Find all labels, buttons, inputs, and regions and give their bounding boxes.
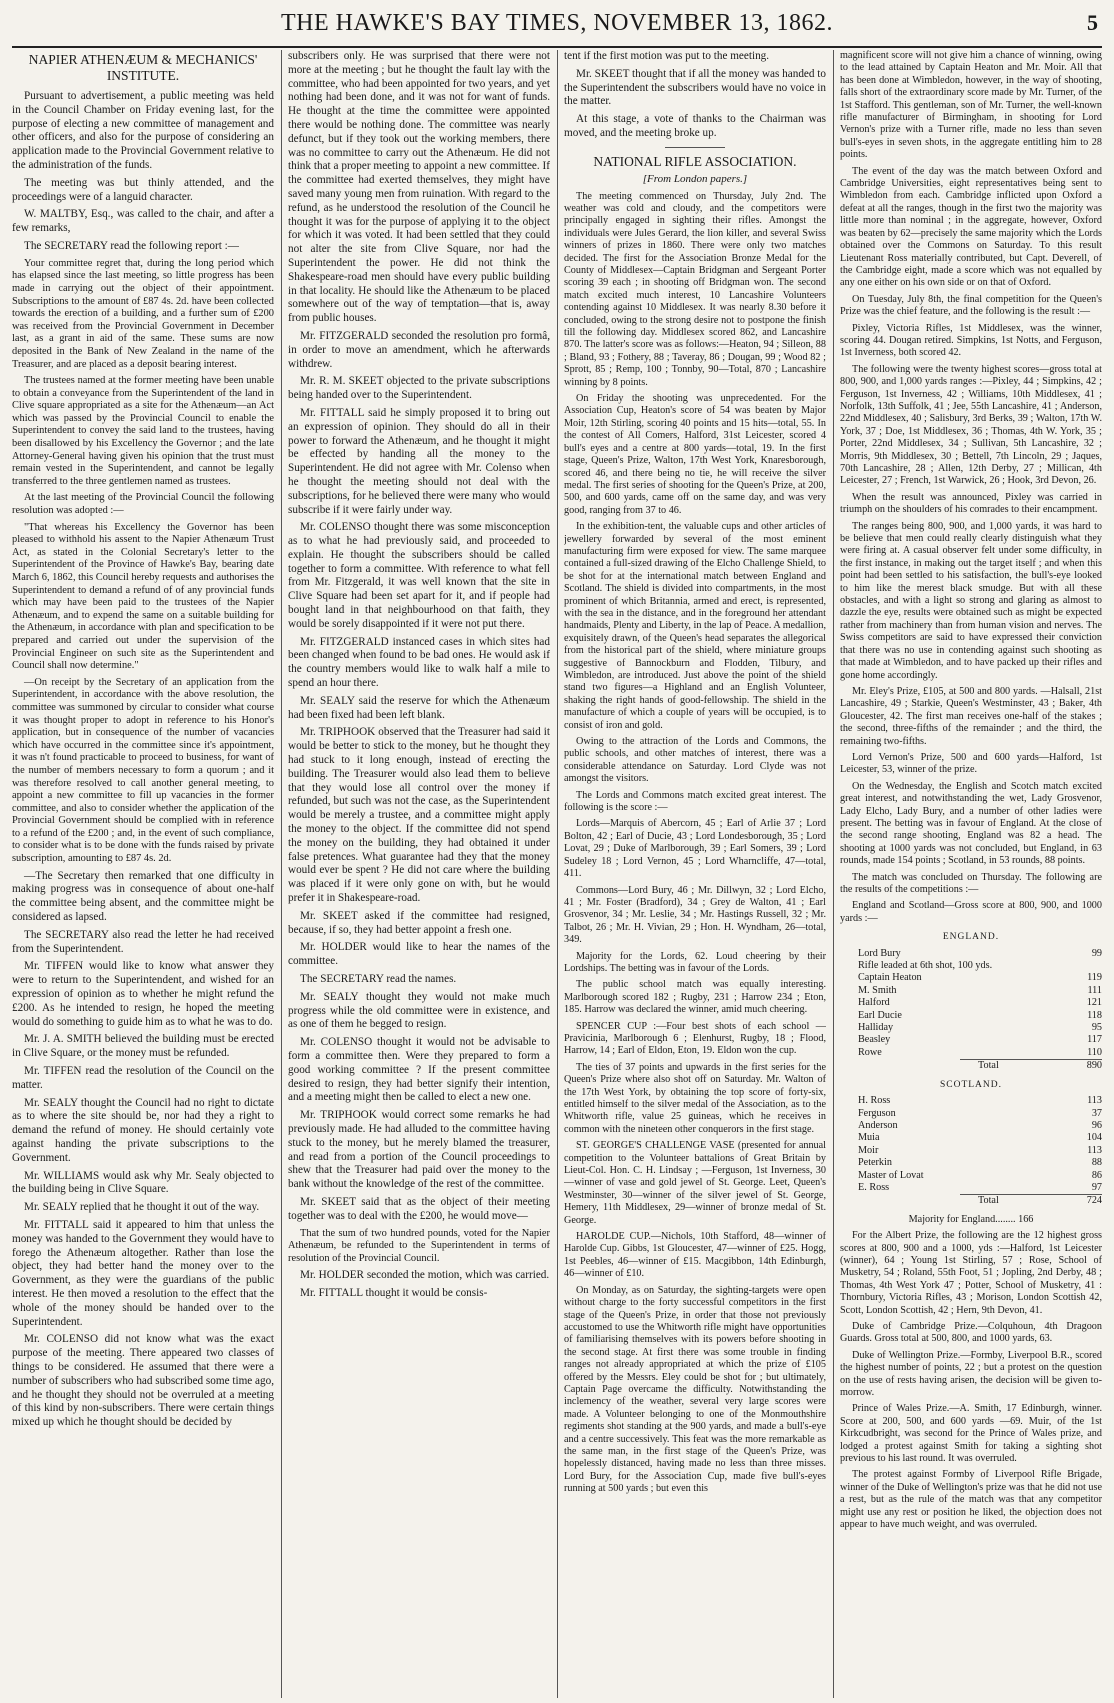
competitor-score: 95 xyxy=(1091,1022,1102,1034)
paragraph: Mr. TRIPHOOK would correct some remarks he had previously made. He had alluded to the committee having stuck to the money, but he merely blamed the treasurer, and read from a portion of the Council proceedings to shew that the Treasurer had paid over the money to the bank without the knowledge of the rest of the committee. xyxy=(288,1109,550,1191)
paragraph: On the Wednesday, the English and Scotch match excited great interest, and notwithstanding the wet, Lady Grosvenor, Lady Elcho, Lady Bury, and a number of other ladies were present. The betting was in favour of England. At the close of the second range shooting, England was 82 a head. The shooting at 1000 yards was not concluded, but England, in 63 rounds, made 154 points ; Scotland, in 53 rounds, 88 points. xyxy=(840,780,1102,867)
competitor-name: Ferguson xyxy=(858,1107,896,1119)
table-row xyxy=(840,960,1102,972)
paragraph: Mr. SEALY thought the Council had no right to dictate as to where the site should be, nor had they a right to demand the refund of money. He should certainly vote against handing the private subscriptions to the Government. xyxy=(12,1096,274,1164)
total-label: Total xyxy=(978,1195,999,1207)
paragraph: The trustees named at the former meeting have been unable to obtain a conveyance from the Superintendent of the land in Clive square appropriated as a site for the Athenæum—an Act which was passed by the Provincial Council to enable the Superintendent to convey the said land to the trustees, having been disallowed by his Excellency the Governor ; and the late Attorney-General having given his opinion that the trust must remain vested in the Superintendent, and cannot be legally transferred to the three gentlemen named as trustees. xyxy=(12,375,274,487)
newspaper-title: THE HAWKE'S BAY TIMES, NOVEMBER 13, 1862. xyxy=(280,10,834,36)
competitor-score: 119 xyxy=(1087,972,1102,984)
paragraph: —The Secretary then remarked that one difficulty in making progress was in consequence of about one-half the committee being absent, and the committee might be considered as lapsed. xyxy=(12,869,274,924)
columns xyxy=(12,50,1102,1698)
table-row xyxy=(840,1182,1102,1194)
paragraph: Mr. R. M. SKEET objected to the private subscriptions being handed over to the Superintendent. xyxy=(288,375,550,402)
paragraph: tent if the first motion was put to the meeting. xyxy=(564,50,770,62)
paragraph: Mr. FITTALL thought it would be consis- xyxy=(300,1287,488,1300)
column-divider xyxy=(557,50,558,1698)
paragraph: On Tuesday, July 8th, the final competition for the Queen's Prize was the chief feature, and the following is the result :— xyxy=(840,293,1102,318)
paragraph: Mr. SKEET said that as the object of their meeting together was to deal with the £200, he would move— xyxy=(288,1195,550,1222)
table-total-row xyxy=(960,1059,1102,1072)
paragraph: The match was concluded on Thursday. The following are the results of the competitions :— xyxy=(840,871,1102,895)
table-row xyxy=(840,1157,1102,1169)
score-table-england xyxy=(840,931,1102,1072)
table-row xyxy=(840,1022,1102,1034)
paragraph: When the result was announced, Pixley was carried in triumph on the shoulders of his comrades to their encampment. xyxy=(840,491,1102,516)
article-source: [From London papers.] xyxy=(642,172,748,185)
competitor-score: 88 xyxy=(1091,1157,1102,1169)
table-row xyxy=(840,1010,1102,1022)
paragraph: Mr. TRIPHOOK observed that the Treasurer had said it would be better to stick to the money, but he thought they had stuck to it long enough, instead of erecting the building. The Treasurer would also lead them to believe that they would lose all control over the money if refunded, but such was not the case, as the Superintendent would be merely a trustee, and a committee might apply the money to the object. If the committee did not spend the money on the building, they had obtained it under false pretences. What guarantee had they that the money would ever be spent ? He did not care where the building was placed if it were only gone on with, but he would prefer it in Shakespeare-road. xyxy=(288,726,550,905)
paragraph: On Monday, as on Saturday, the sighting-targets were open without charge to the forty successful competitors in the first stage of the Queen's Prize, in order that those not previously accustomed to use the Whitworth rifle might have opportunities of familiarising themselves with its powers before shooting in the second stage. At first there was some trouble in finding ranges not already appropriated at which the prize of £105 offered by the Messrs. Eley could be shot for ; but ultimately, Captain Page overcame the difficulty. Notwithstanding the inclemency of the weather, several very large scores were made. A Volunteer belonging to one of the Monmouthshire regiments shot standing at the 900 yards, and made a bull's-eye and a centre successively. This feat was the more remarkable as the same man, in the first stage of the Queen's Prize, was hopelessly distanced, having made no less than three misses. Lord Bury, for the Association Cup, made five bull's-eyes running at 500 yards ; but even this xyxy=(564,1284,826,1495)
total-value: 890 xyxy=(1086,1060,1102,1072)
competitor-score: 96 xyxy=(1091,1119,1102,1131)
article-heading: NATIONAL RIFLE ASSOCIATION. xyxy=(593,153,797,169)
paragraph: Duke of Cambridge Prize.—Colquhoun, 4th Dragoon Guards. Gross total at 500, 800, and 1000 yards, 63. xyxy=(840,1321,1102,1345)
column-3 xyxy=(564,50,826,1698)
competitor-name: Lord Bury xyxy=(858,947,901,959)
paragraph: Mr. Eley's Prize, £105, at 500 and 800 yards. —Halsall, 21st Lancashire, 49 ; Starkie, Queen's Westminster, 43 ; Baker, 4th Gloucester, 42. The first man receives one-half of the stakes ; the second, three-fifths of the remainder ; and the third, the remaining two-fifths. xyxy=(840,685,1102,747)
paragraph: Duke of Wellington Prize.—Formby, Liverpool B.R., scored the highest number of points, 22 ; but a protest on the question on the use of rests having arisen, the decision will be given to-morrow. xyxy=(840,1349,1102,1399)
paragraph: The SECRETARY also read the letter he had received from the Superintendent. xyxy=(12,928,274,955)
paragraph: The SECRETARY read the following report :— xyxy=(24,239,239,252)
competitor-name: Beasley xyxy=(858,1034,891,1046)
competitor-name: Rowe xyxy=(858,1046,882,1058)
column-1 xyxy=(12,50,274,1698)
paragraph: magnificent score will not give him a chance of winning, owing to the lead attained by Captain Heaton and Mr. Moir. All that has been done at Wimbledon, however, in the way of shooting, falls short of the extraordinary score made by Mr. Turner, of the 1st Stafford. This gentleman, son of Mr. Turner, the well-known rifle manufacturer of Birmingham, in shooting for Lord Vernon's prize with a Turner rifle, made no less than seven bull's-eyes in seven shots, in the aggregate entitling him to 28 points. xyxy=(840,50,1102,161)
table-row xyxy=(840,1120,1102,1132)
total-label: Total xyxy=(978,1060,999,1072)
paragraph: The meeting commenced on Thursday, July 2nd. The weather was cold and cloudy, and the competitors were principally engaged in sighting their rifles. Amongst the individuals were Jules Gerard, the lion killer, and several Swiss winners of prizes in 1860. There were only two matches decided. The first for the Association Bronze Medal for the County of Middlesex—Captain Bridgman and Sergeant Porter scoring 39 each ; in shooting off Bridgman won. The second match excited much interest, 10 Lancashire Volunteers contending against 10 Middlesex. It was nearly 8.30 before it concluded, owing to the strong desire not to postpone the finish till the following day. Middlesex scored 862, and Lancashire 870. The latter's score was as follows:—Heaton, 94 ; Silleon, 88 ; Bland, 93 ; Fothery, 88 ; Taveray, 86 ; Dougan, 99 ; Wood 82 ; Sprott, 85 ; Remp, 100 ; Tonnby, 90—Total, 870 ; Lancashire winning by 8 points. xyxy=(564,190,826,388)
table-row xyxy=(840,972,1102,984)
column-4 xyxy=(840,50,1102,1698)
table-row xyxy=(840,1170,1102,1182)
paragraph: "That whereas his Excellency the Governor has been pleased to withhold his assent to the Napier Athenæum Trust Act, as stated in the Colonial Secretary's letter to the Superintendent of the Province of Hawke's Bay, bearing date March 6, 1862, this Council hereby requests and authorises the Superintendent to demand a refund of of any provincial funds which may have been paid to the trustees of the Napier Athenæum, and to expend the same on a suitable building for the Athenæum, in accordance with plan and specification to be prepared and carried out under the supervision of the Provincial Engineer on such site as the Superintendent and Council shall now determine." xyxy=(12,521,274,672)
table-row xyxy=(840,1145,1102,1157)
paragraph: Mr. COLENSO thought there was some misconception as to what he had previously said, and proceeded to explain. He thought the subscribers should be called together to form a committee. With reference to what fell from Mr. Fitzgerald, it was well known that the site in Clive Square had been set apart for it, and if people had bought land in that neighbourhood on that faith, they would be sorely disappointed if it were not put there. xyxy=(288,521,550,630)
competitor-name: H. Ross xyxy=(858,1095,891,1107)
paragraph: Mr. SEALY said the reserve for which the Athenæum had been fixed had been left blank. xyxy=(288,694,550,721)
majority-line: Majority for England........ 166 xyxy=(908,1213,1034,1225)
paragraph: Mr. SEALY thought they would not make much progress while the old committee were in existence, and as one of them he begged to resign. xyxy=(288,990,550,1031)
paragraph: Mr. HOLDER seconded the motion, which was carried. xyxy=(300,1269,550,1282)
article-heading: NAPIER ATHENÆUM & MECHANICS' INSTITUTE. xyxy=(28,52,258,83)
paragraph: Mr. J. A. SMITH believed the building must be erected in Clive Square, or the money must be refunded. xyxy=(12,1033,274,1060)
paragraph: In the exhibition-tent, the valuable cups and other articles of jewellery forwarded by several of the most eminent manufacturing firm were exposed for view. The same marquee contained a full-sized drawing of the Elcho Challenge Shield, to be shot for at the international match between England and Scotland. The shield is divided into compartments, in the most prominent of which Britannia, armed and erect, is represented, with the sea in the distance, and in the foreground her attendant handmaids, Plenty and Liberty, in the lap of Peace. A medallion, exquisitely drawn, of the Queen's head separates the allegorical from the historical part of the shield, where miniature groups suggestive of Bannockburn and Flodden, Tilbury, and Wimbledon, are introduced. Just above the point of the shield stand two figures—a Highland and an English Volunteer, shaking the right hands of good-fellowship. The shield in the manufacture of which a couple of years will be occupied, is to consist of iron and gold. xyxy=(564,521,826,731)
paragraph: Mr. TIFFEN read the resolution of the Council on the matter. xyxy=(12,1065,274,1091)
paragraph: The meeting was but thinly attended, and the proceedings were of a languid character. xyxy=(12,176,274,203)
score-table-scotland xyxy=(840,1079,1102,1208)
competitor-score: 97 xyxy=(1091,1181,1102,1193)
paragraph: The ranges being 800, 900, and 1,000 yards, it was hard to be believe that men could really clearly distinguish what they were firing at. A casual observer felt under some difficulty, in the first instance, in making out the target itself ; and when this point had been settled to his satisfaction, the bull's-eye looked to him like the merest black smudge. But with all these obstacles, and with a light so strong and glaring as almost to dazzle the eye, results were obtained such as might be expected rather from machinery than from human vision and nerves. The Swiss competitors are said to have expressed their conviction that there was no use in contending against such shooting as that made at Wimbledon, and to have packed up their rifles and gone home accordingly. xyxy=(840,520,1102,681)
table-row xyxy=(840,1034,1102,1046)
masthead xyxy=(12,6,1102,48)
table-total-row xyxy=(960,1194,1102,1207)
table-row xyxy=(840,1132,1102,1144)
table-row xyxy=(840,1095,1102,1107)
paragraph: At the last meeting of the Provincial Council the following resolution was adopted :— xyxy=(12,492,274,517)
paragraph: The SECRETARY read the names. xyxy=(300,973,457,985)
paragraph: Mr. HOLDER would like to hear the names of the committee. xyxy=(288,941,550,968)
competitor-name: Muia xyxy=(858,1132,880,1144)
paragraph: For the Albert Prize, the following are the 12 highest gross scores at 800, 900 and a 1000, yds :—Halford, 1st Leicester (winner), 64 ; Young 1st Stirling, 57 ; Rose, School of Musketry, 54 ; Roland, 55th Foot, 51 ; Jopling, 2nd Derby, 48 ; Thomas, 4th West York 47 ; Potter, School of Musketry, 41 : Thornbury, Victoria Rifles, 43 ; Morison, London Scottish 42, Scott, London Scottish, 42 ; Hern, 9th Devon, 41. xyxy=(840,1230,1102,1316)
paragraph: That the sum of two hundred pounds, voted for the Napier Athenæum, be refunded to the Superintendent in terms of resolution of the Provincial Council. xyxy=(288,1227,550,1264)
paragraph: Pursuant to advertisement, a public meeting was held in the Council Chamber on Friday evening last, for the purpose of electing a new committee of management and other officers, and also for the purpose of considering an application made to the Provincial Government relative to the administration of the funds. xyxy=(12,90,274,171)
competitor-name: Halford xyxy=(858,997,890,1009)
table-caption: SCOTLAND. xyxy=(939,1079,1003,1090)
paragraph: Mr. WILLIAMS would ask why Mr. Sealy objected to the building being in Clive Square. xyxy=(12,1169,274,1196)
table-caption: ENGLAND. xyxy=(942,932,1000,943)
competitor-score: 111 xyxy=(1087,984,1102,996)
paragraph: The protest against Formby of Liverpool Rifle Brigade, winner of the Duke of Wellington's prize was that he did not use a rest, but as the rule of the match was that any competitor might use any rest or position he liked, the objection does not appear to have much weight, and was overruled. xyxy=(840,1469,1102,1531)
paragraph: On Friday the shooting was unprecedented. For the Association Cup, Heaton's score of 54 was beaten by Major Moir, 12th Stirling, scoring 40 points and 15 hits—total, 55. In the contest of All Comers, Halford, 31st Leicester, scored 4 bull's eyes and a centre at 800 yards—total, 19. In the first stage, Queen's Prize, Walton, 17th West York, Knaresborough, scored 46, and there being no tie, he will receive the silver medal. The first series of shooting for the Queen's Prize, at 200, 500, and 600 yards, came off on the same day, and was very good, ranging from 37 to 46. xyxy=(564,393,826,516)
competitor-name: E. Ross xyxy=(858,1181,890,1193)
paragraph: Mr. COLENSO did not know what was the exact purpose of the meeting. There appeared two classes of things to be considered. He assumed that there were a number of subscribers who had subscribed some time ago, and he thought they should not be overruled at a meeting of this kind by non-subscribers. There were certain things mixed up which he thought should be decided by xyxy=(12,1333,274,1429)
competitor-score: 86 xyxy=(1091,1169,1102,1181)
table-row xyxy=(840,985,1102,997)
paragraph: The public school match was equally interesting. Marlborough scored 182 ; Rugby, 231 ; Harrow 234 ; Eton, 185. Harrow was declared the winner, amid much cheering. xyxy=(564,979,826,1016)
paragraph: Majority for the Lords, 62. Loud cheering by their Lordships. The betting was in favour of the Lords. xyxy=(564,950,826,974)
paragraph: Mr. FITZGERALD seconded the resolution pro formâ, in order to move an amendment, which he afterwards withdrew. xyxy=(288,329,550,370)
paragraph: Lords—Marquis of Abercorn, 45 ; Earl of Arlie 37 ; Lord Bolton, 42 ; Earl of Ducie, 43 ; Lord Londesborough, 35 ; Lord Lovat, 29 ; Duke of Marlborough, 39 ; Earl Somers, 39 ; Lord Sudeley 18 ; Lord Vernon, 45 ; Lord Wharncliffe, 47—total, 411. xyxy=(564,818,826,880)
paragraph: Mr. FITZGERALD instanced cases in which sites had been changed when found to be bad ones. He would ask if the country members would like to walk half a mile to spend an hour there. xyxy=(288,635,550,690)
paragraph: Mr. FITTALL said it appeared to him that unless the money was handed to the Government they would have to forego the Athenæum altogether. Rather than lose the object, they had better hand the money over to the Government, as they were the guardians of the public interest. He then moved a resolution to the effect that the whole of the money should be handed over to the Superintendent. xyxy=(12,1219,274,1328)
paragraph: SPENCER CUP :—Four best shots of each school —Pravicinia, Marlborough 6 ; Elenhurst, Rugby, 18 ; Flood, Harrow, 14 ; Earl of Eldon, Eton, 19. Eldon won the cup. xyxy=(564,1020,826,1057)
paragraph: subscribers only. He was surprised that there were not more at the meeting ; but he thought the fault lay with the committee, who had been appointed for two years, and yet nothing had been done, and it was not for want of funds. He thought at the time the committee were appointed there would be nothing done. The committee was nearly defunct, but if they took out the working members, there was no committee to carry out the Athenæum. He did not think that a proper meeting to appoint a new committee. If the committee had exerted themselves, they might have saved many young men from ruination. With regard to the refund, as he understood the resolution of the Council he thought it was for the purpose of applying it to the object for which it was voted. It had been settled that they could not alter the site from Clive Square, nor had the Superintendent the power. He did not think the Shakespeare-road men should have every public building in that locality. He should like the Athenæum to be placed somewhere out of the way of temptation—that is, away from public houses. xyxy=(288,50,550,325)
paragraph: Mr. COLENSO thought it would not be advisable to form a committee then. Were they prepared to form a good working committee ? If the present committee desired to resign, they had better signify their intention, and a meeting might then be called to elect a new one. xyxy=(288,1036,550,1104)
paragraph: ST. GEORGE'S CHALLENGE VASE (presented for annual competition to the Volunteer battalions of Great Britain by Lieut-Col. Hon. C. H. Lindsay ; —Ferguson, 1st Inverness, 30—winner of vase and gold jewel of St. George. Leet, Queen's Westminster, 30—winner of the silver jewel of St. George, Hemery, 11th Middlesex, 29—winner of bronze medal of St. George. xyxy=(564,1140,826,1226)
competitor-name: Anderson xyxy=(858,1119,898,1131)
competitor-name: Peterkin xyxy=(858,1157,892,1169)
competitor-name: Rifle leaded at 6th shot, 100 yds. xyxy=(858,960,993,972)
competitor-name: M. Smith xyxy=(858,984,897,996)
competitor-score: 99 xyxy=(1091,947,1102,959)
column-2 xyxy=(288,50,550,1698)
paragraph: Lord Vernon's Prize, 500 and 600 yards—Halford, 1st Leicester, 53, winner of the prize. xyxy=(840,751,1102,776)
competitor-name: Moir xyxy=(858,1144,879,1156)
paragraph: W. MALTBY, Esq., was called to the chair, and after a few remarks, xyxy=(12,208,274,235)
competitor-name: Captain Heaton xyxy=(858,972,922,984)
column-divider xyxy=(281,50,282,1698)
table-row xyxy=(840,1108,1102,1120)
section-rule xyxy=(665,147,725,148)
table-row xyxy=(840,997,1102,1009)
table-row xyxy=(840,948,1102,960)
paragraph: Mr. FITTALL said he simply proposed it to bring out an expression of opinion. They should do all in their power to forward the Athenæum, and he thought it might be effected by handing all the money to the Superintendent. He did not agree with Mr. Colenso when he thought the meeting should not deal with the subscriptions, for he believed there were many who would subscribe if it were fairly under way. xyxy=(288,406,550,516)
paragraph: Pixley, Victoria Rifles, 1st Middlesex, was the winner, scoring 44. Dougan retired. Simpkins, 1st Notts, and Ferguson, 1st Inverness, both scored 42. xyxy=(840,322,1102,359)
paragraph: Mr. TIFFEN would like to know what answer they were to return to the Superintendent, and wished for an expression of opinion as to whether he might refund the £200. As he intended to resign, he hoped the meeting would do something to guide him as to what he was to do. xyxy=(12,960,274,1028)
paragraph: HAROLDE CUP.—Nichols, 10th Stafford, 48—winner of Harolde Cup. Gibbs, 1st Gloucester, 47—winner of £25. Hogg, 1st Peebles, 46—winner of £15. Macgibbon, 14th Edinburgh, 46—winner of £10. xyxy=(564,1231,826,1280)
paragraph: The Lords and Commons match excited great interest. The following is the score :— xyxy=(564,789,826,814)
paragraph: Mr. SKEET asked if the committee had resigned, because, if so, they had better appoint a fresh one. xyxy=(288,909,550,936)
competitor-score: 117 xyxy=(1087,1034,1102,1046)
competitor-name: Master of Lovat xyxy=(858,1169,924,1181)
paragraph: At this stage, a vote of thanks to the Chairman was moved, and the meeting broke up. xyxy=(564,113,826,139)
paragraph: Mr. SEALY replied that he thought it out of the way. xyxy=(24,1201,260,1214)
paragraph: Your committee regret that, during the long period which has elapsed since the last meeting, so little progress has been made in carrying out the object of their appointment. Subscriptions to the amount of £87 4s. 2d. have been collected towards the erection of a building, and a further sum of £200 was received from the Provincial Government in December last, as a grant in aid of the same. These sums are now deposited in the Bank of New Zealand in the name of the Treasurer, and are placed as a deposit bearing interest. xyxy=(12,257,274,370)
competitor-score: 104 xyxy=(1086,1132,1102,1144)
table-row xyxy=(840,1047,1102,1059)
paragraph: Owing to the attraction of the Lords and Commons, the public schools, and other matches of interest, there was a considerable attendance on Saturday. Lord Clyde was not amongst the visitors. xyxy=(564,736,826,785)
paragraph: Prince of Wales Prize.—A. Smith, 17 Edinburgh, winner. Score at 200, 500, and 600 yards —69. Muir, of the 1st Kirkcudbright, was second for the Prince of Wales prize, and lodged a protest against Smith for taking a sighting shot previous to his last round. It was overruled. xyxy=(840,1403,1102,1465)
paragraph: Mr. SKEET thought that if all the money was handed to the Superintendent the subscribers would have no voice in the matter. xyxy=(564,67,826,108)
total-value: 724 xyxy=(1086,1195,1102,1207)
paragraph: The event of the day was the match between Oxford and Cambridge Universities, eight representatives being sent to Wimbledon from each. Cambridge inflicted upon Oxford a defeat at all the ranges, though in the first two the majority was little more than nominal ; in the aggregate, however, Oxford was beaten by 62—precisely the same majority which the Lords obtained over the Commons on Saturday. To this result Lieutenant Ross materially contributed, but Capt. Deverell, of the Cambridge eight, made a score which was not equalled by any one either on his own side or on that of Oxford. xyxy=(840,165,1102,289)
competitor-score: 113 xyxy=(1087,1095,1102,1107)
competitor-score: 37 xyxy=(1091,1107,1102,1119)
paragraph: The following were the twenty highest scores—gross total at 800, 900, and 1,000 yards ranges :—Pixley, 44 ; Simpkins, 42 ; Ferguson, 1st Inverness, 42 ; Williams, 10th Middlesex, 41 ; Norfolk, 13th Suffolk, 41 ; Jee, 55th Lancashire, 41 ; Anderson, 22nd Middlesex, 40 ; Salisbury, 3rd Berks, 39 ; Walton, 17th W. York, 37 ; Doe, 1st Middlesex, 36 ; Thomas, 4th W. York, 35 ; Porter, 22nd Middlesex, 34 ; Sullivan, 5th Lancashire, 32 ; Morris, 9th Middlesex, 30 ; Bettell, 7th Lincoln, 29 ; Jaques, 70th Lancashire, 28 ; Allen, 12th Derby, 27 ; Millican, 4th Leicester, 27 ; French, 1st Warwick, 26 ; Hook, 3rd Devon, 26. xyxy=(840,363,1102,487)
competitor-name: Earl Ducie xyxy=(858,1009,902,1021)
column-divider xyxy=(833,50,834,1698)
paragraph: The ties of 37 points and upwards in the first series for the Queen's Prize where also shot off on Saturday. Mr. Walton of the 17th West York, by obtaining the top score of forty-six, entitled himself to the silver medal of the Association, as to the Whitworth rifle, value 25 guineas, which he receives in common with the nineteen other conquerors in the first stage. xyxy=(564,1061,826,1135)
competitor-score: 110 xyxy=(1087,1046,1102,1058)
competitor-name: Halliday xyxy=(858,1022,894,1034)
page-number: 5 xyxy=(1087,10,1098,35)
paragraph: —On receipt by the Secretary of an application from the Superintendent, in accordance with the above resolution, the committee was summoned by circular to consider what course it was thought proper to adopt in reference to his Honor's application, but in consequence of the number of vacancies which have occurred in the committee since it's appointment, it was n't found practicable to proceed to business, for want of the number of members necessary to form a quorum ; and it was therefore resolved to call another general meeting, to appoint a new committee to fill up vacancies in the former committee, and also to consider whether the application of the Provincial Government should be complied with in reference to a refund of the £200 ; and, in the event of such compliance, to consider what is to be done with the funds raised by private subscription, amounting to £87 4s. 2d. xyxy=(12,676,274,865)
paragraph: Commons—Lord Bury, 46 ; Mr. Dillwyn, 32 ; Lord Elcho, 41 ; Mr. Foster (Bradford), 34 ; Grey de Walton, 41 ; Earl Grosvenor, 34 ; Mr. Leslie, 34 ; Mr. Hastings Russell, 32 ; Mr. Talbot, 26 ; Mr. H. Vivian, 29 ; Hon. H. Wyndham, 26—total, 349. xyxy=(564,884,826,946)
competitor-score: 113 xyxy=(1087,1144,1102,1156)
competitor-score: 121 xyxy=(1086,997,1102,1009)
competitor-score: 118 xyxy=(1087,1009,1102,1021)
paragraph: England and Scotland—Gross score at 800, 900, and 1000 yards :— xyxy=(840,900,1102,924)
